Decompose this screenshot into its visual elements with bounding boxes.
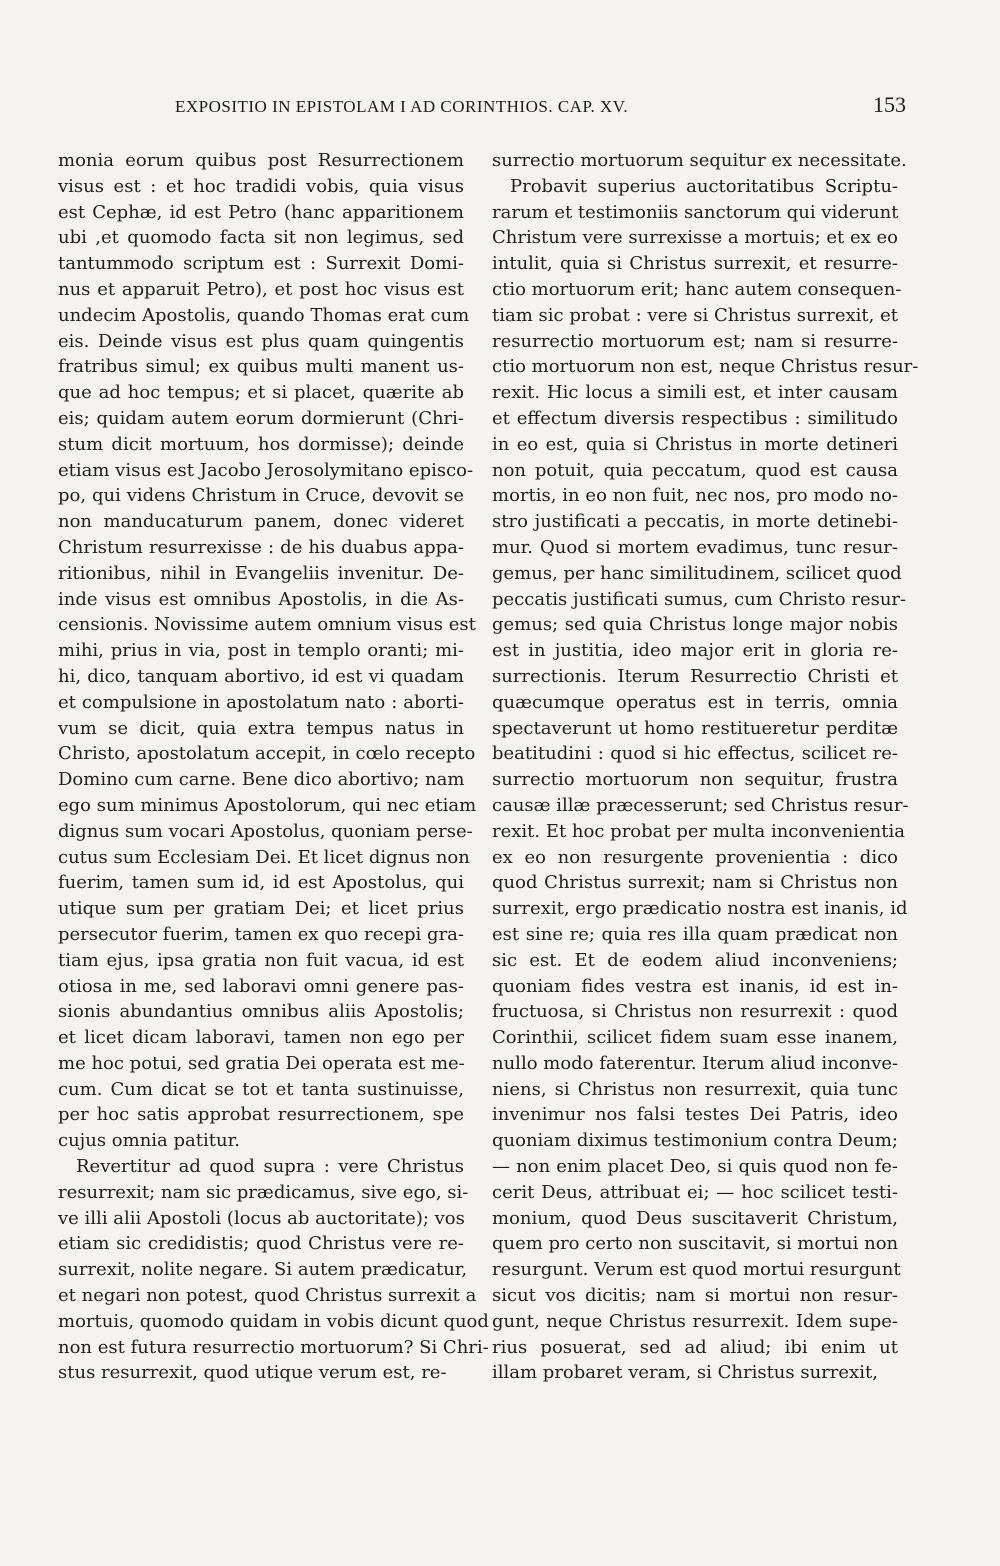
text-line: quoniam fides vestra est inanis, id est in- xyxy=(492,975,898,997)
text-line: eis; quidam autem eorum dormierunt (Chri- xyxy=(58,407,464,429)
text-line: mortis, in eo non fuit, nec nos, pro modo no- xyxy=(492,485,898,507)
text-line: ctio mortuorum erit; hanc autem consequen- xyxy=(492,278,902,300)
text-line: ubi ,et quomodo facta sit non legimus, sed xyxy=(58,227,464,249)
text-line: — non enim placet Deo, si quis quod non fe- xyxy=(492,1156,898,1178)
text-line: surrectio mortuorum non sequitur, frustra xyxy=(492,769,898,791)
text-line: etiam sic credidistis; quod Christus vere re- xyxy=(58,1233,464,1255)
text-line: Christo, apostolatum accepit, in cœlo recepto xyxy=(58,743,476,765)
text-line: cerit Deus, attribuat ei; — hoc scilicet testi- xyxy=(492,1181,898,1203)
text-line: surrectionis. Iterum Resurrectio Christi et xyxy=(492,665,898,687)
text-line: me hoc potui, sed gratia Dei operata est me- xyxy=(58,1052,465,1074)
text-line: tiam sic probat : vere si Christus surrexit, et xyxy=(492,304,898,326)
text-line: invenimur nos falsi testes Dei Patris, ideo xyxy=(492,1104,898,1126)
text-line: inde visus est omnibus Apostolis, in die As- xyxy=(58,588,464,610)
running-title: EXPOSITIO IN EPISTOLAM I AD CORINTHIOS. CAP. XV. xyxy=(175,97,629,116)
text-line: gunt, neque Christus resurrexit. Idem supe- xyxy=(492,1310,898,1332)
text-line: gemus, per hanc similitudinem, scilicet quod xyxy=(492,562,902,584)
text-line: et negari non potest, quod Christus surrexit a xyxy=(58,1285,477,1307)
text-line: fructuosa, si Christus non resurrexit : quod xyxy=(492,1001,898,1023)
text-line: ex eo non resurgente provenientia : dico xyxy=(492,846,898,868)
text-line: eis. Deinde visus est plus quam quingentis xyxy=(58,330,464,352)
text-line: causæ illæ præcesserunt; sed Christus resur- xyxy=(492,794,909,816)
text-line: vum se dicit, quia extra tempus natus in xyxy=(58,717,464,739)
text-line: quod Christus surrexit; nam si Christus non xyxy=(492,872,898,894)
text-line: resurrectio mortuorum est; nam si resurre- xyxy=(492,330,898,352)
text-line: intulit, quia si Christus surrexit, et resurre- xyxy=(492,253,898,275)
text-line: Revertitur ad quod supra : vere Christus xyxy=(76,1156,464,1178)
text-line: fratribus simul; ex quibus multi manent us- xyxy=(58,356,464,378)
text-line: sic est. Et de eodem aliud inconveniens; xyxy=(492,949,898,971)
text-line: et licet dicam laboravi, tamen non ego per xyxy=(58,1027,464,1049)
text-line: rexit. Et hoc probat per multa inconvenientia xyxy=(492,820,905,842)
right-column xyxy=(492,148,919,1386)
text-line: rexit. Hic locus a simili est, et inter causam xyxy=(492,382,898,404)
text-line: cujus omnia patitur. xyxy=(58,1130,240,1152)
text-line: quem pro certo non suscitavit, si mortui non xyxy=(492,1233,899,1255)
text-line: Probavit superius auctoritatibus Scriptu- xyxy=(510,175,898,197)
text-line: Domino cum carne. Bene dico abortivo; nam xyxy=(58,769,465,791)
text-line: ego sum minimus Apostolorum, qui nec etiam xyxy=(58,794,477,816)
text-line: surrectio mortuorum sequitur ex necessitate. xyxy=(492,150,907,171)
text-line: illam probaret veram, si Christus surrexit, xyxy=(492,1362,878,1384)
page-number: 153 xyxy=(873,92,906,117)
text-line: spectaverunt ut homo restitueretur perditæ xyxy=(492,717,898,739)
text-line: sionis abundantius omnibus aliis Apostolis; xyxy=(58,1001,464,1023)
text-line: mur. Quod si mortem evadimus, tunc resur- xyxy=(492,536,898,558)
text-line: peccatis justificati sumus, cum Christo resur- xyxy=(492,588,907,610)
text-line: mortuis, quomodo quidam in vobis dicunt quod xyxy=(58,1310,489,1332)
text-line: sicut vos dicitis; nam si mortui non resur- xyxy=(492,1285,898,1307)
text-line: rius posuerat, sed ad aliud; ibi enim ut xyxy=(492,1336,898,1358)
text-line: otiosa in me, sed laboravi omni genere pas- xyxy=(58,975,464,997)
text-line: ritionibus, nihil in Evangeliis invenitur. De- xyxy=(58,562,464,584)
text-line: etiam visus est Jacobo Jerosolymitano episco- xyxy=(58,459,474,481)
text-line: in eo est, quia si Christus in morte detineri xyxy=(492,433,898,455)
text-line: surrexit, ergo prædicatio nostra est inanis, id xyxy=(492,898,908,920)
text-line: gemus; sed quia Christus longe major nobis xyxy=(492,614,898,636)
text-line: cum. Cum dicat se tot et tanta sustinuisse, xyxy=(58,1078,464,1100)
text-line: per hoc satis approbat resurrectionem, spe xyxy=(58,1104,464,1126)
text-line: quæcumque operatus est in terris, omnia xyxy=(492,691,898,713)
text-line: nus et apparuit Petro), et post hoc visus est xyxy=(58,278,464,300)
text-line: non potuit, quia peccatum, quod est causa xyxy=(492,459,898,481)
text-line: est in justitia, ideo major erit in gloria re- xyxy=(492,640,898,662)
text-line: nullo modo faterentur. Iterum aliud inconve- xyxy=(492,1052,899,1074)
text-line: et compulsione in apostolatum nato : aborti- xyxy=(58,691,464,713)
text-line: non est futura resurrectio mortuorum? Si Chri- xyxy=(58,1336,489,1358)
text-line: ve illi alii Apostoli (locus ab auctoritate); vos xyxy=(58,1207,465,1229)
text-line: beatitudini : quod si hic effectus, scilicet re- xyxy=(492,743,898,765)
text-line: monium, quod Deus suscitaverit Christum, xyxy=(492,1207,898,1229)
text-line: censionis. Novissime autem omnium visus est xyxy=(58,614,476,636)
text-line: non manducaturum panem, donec videret xyxy=(58,511,464,533)
text-line: Corinthii, scilicet fidem suam esse inanem, xyxy=(492,1027,898,1049)
text-line: dignus sum vocari Apostolus, quoniam perse- xyxy=(58,820,473,842)
left-column xyxy=(58,148,489,1386)
text-line: cutus sum Ecclesiam Dei. Et licet dignus non xyxy=(58,846,470,868)
text-line: tiam ejus, ipsa gratia non fuit vacua, id est xyxy=(58,949,464,971)
text-line: stus resurrexit, quod utique verum est, re- xyxy=(58,1362,447,1384)
text-line: que ad hoc tempus; et si placet, quærite ab xyxy=(58,382,464,404)
text-line: po, qui videns Christum in Cruce, devovit se xyxy=(58,485,464,507)
text-line: stro justificati a peccatis, in morte detinebi- xyxy=(492,511,898,533)
text-line: Christum resurrexisse : de his duabus appa- xyxy=(58,536,464,558)
text-line: monia eorum quibus post Resurrectionem xyxy=(58,150,464,171)
text-line: mihi, prius in via, post in templo oranti; mi- xyxy=(58,640,464,662)
text-line: utique sum per gratiam Dei; et licet prius xyxy=(58,898,464,920)
text-line: Christum vere surrexisse a mortuis; et ex eo xyxy=(492,227,899,249)
text-line: visus est : et hoc tradidi vobis, quia visus xyxy=(58,175,464,197)
text-line: rarum et testimoniis sanctorum qui viderunt xyxy=(492,201,899,223)
text-line: et effectum diversis respectibus : similitudo xyxy=(492,407,898,429)
text-line: ctio mortuorum non est, neque Christus resur- xyxy=(492,356,919,378)
text-line: tantummodo scriptum est : Surrexit Domi- xyxy=(58,253,464,275)
text-line: hi, dico, tanquam abortivo, id est vi quadam xyxy=(58,665,464,687)
text-line: stum dicit mortuum, hos dormisse); deinde xyxy=(58,433,464,455)
text-line: est sine re; quia res illa quam prædicat non xyxy=(492,923,898,945)
text-line: surrexit, nolite negare. Si autem prædicatur, xyxy=(58,1259,468,1281)
text-line: niens, si Christus non resurrexit, quia tunc xyxy=(492,1078,898,1100)
text-line: persecutor fuerim, tamen ex quo recepi gra- xyxy=(58,923,464,945)
text-line: quoniam diximus testimonium contra Deum; xyxy=(492,1130,898,1152)
text-line: fuerim, tamen sum id, id est Apostolus, qui xyxy=(58,872,464,894)
text-line: undecim Apostolis, quando Thomas erat cum xyxy=(58,304,470,326)
text-line: resurrexit; nam sic prædicamus, sive ego, si- xyxy=(58,1181,469,1203)
text-line: resurgunt. Verum est quod mortui resurgunt xyxy=(492,1259,901,1281)
text-line: est Cephæ, id est Petro (hanc apparitionem xyxy=(58,201,464,223)
